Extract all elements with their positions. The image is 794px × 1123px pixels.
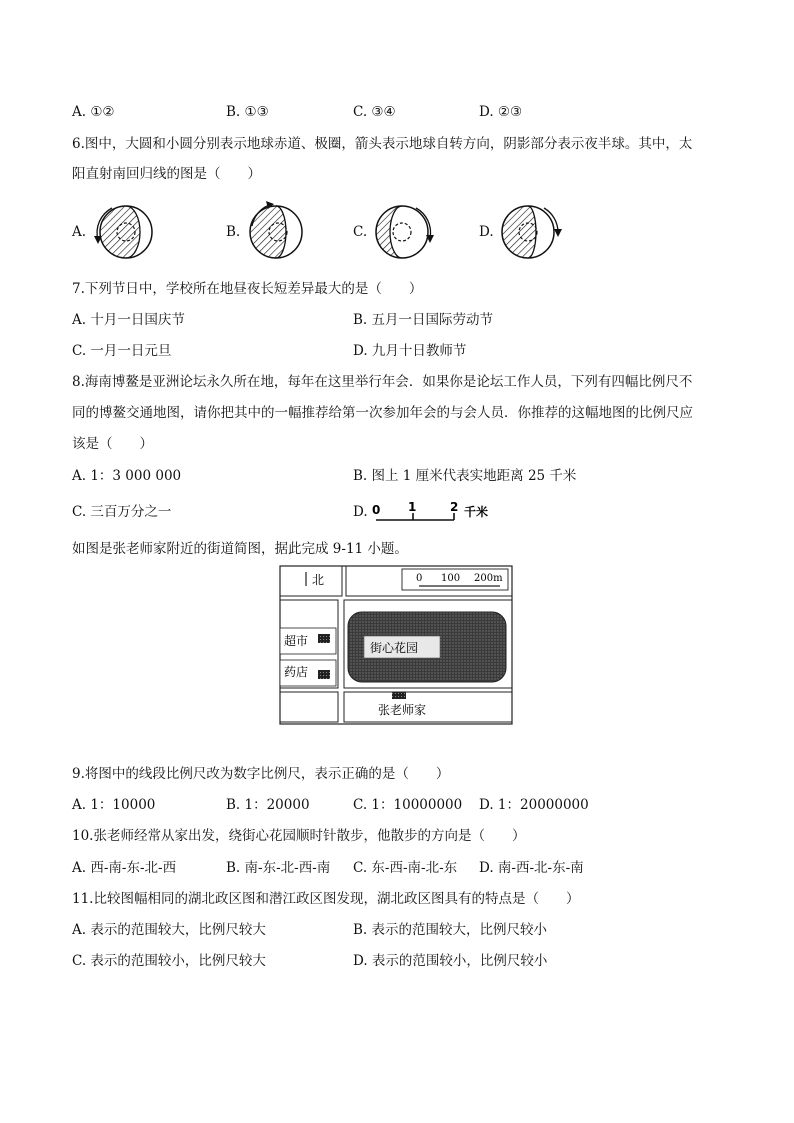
map-scale-100: 100 <box>441 573 461 584</box>
q8-stem-line1: 8.海南博鳌是亚洲论坛永久所在地，每年在这里举行年会．如果你是论坛工作人员，下列有四幅比例尺不 <box>72 374 693 390</box>
q8-scale-two: 2 <box>450 500 459 514</box>
q9-stem: 9.将图中的线段比例尺改为数字比例尺，表示正确的是（ ） <box>72 766 450 782</box>
q6-label-b[interactable]: B. <box>226 224 241 240</box>
q6-globe-a <box>88 200 160 264</box>
q9-option-b[interactable]: B. 1：20000 <box>226 797 310 813</box>
q7-option-a[interactable]: A. 十月一日国庆节 <box>72 312 185 328</box>
q6-stem-line2: 阳直射南回归线的图是（ ） <box>72 166 261 182</box>
home-marker <box>392 692 406 699</box>
q9-option-c[interactable]: C. 1：10000000 <box>353 797 463 813</box>
supermarket-marker <box>318 634 330 643</box>
q5-option-a[interactable]: A. ①② <box>72 104 115 120</box>
q7-option-d[interactable]: D. 九月十日教师节 <box>353 343 467 359</box>
q8-stem-line2: 同的博鳌交通地图，请你把其中的一幅推荐给第一次参加年会的与会人员．你推荐的这幅地图的比例尺应 <box>72 405 693 421</box>
q5-option-c[interactable]: C. ③④ <box>353 104 396 120</box>
map-intro: 如图是张老师家附近的街道简图，据此完成 9-11 小题。 <box>72 541 408 557</box>
street-map <box>278 564 514 726</box>
q9-option-d[interactable]: D. 1：20000000 <box>479 797 589 813</box>
map-north-label: 北 <box>312 573 325 587</box>
q7-stem: 7.下列节日中，学校所在地昼夜长短差异最大的是（ ） <box>72 281 423 297</box>
pharmacy-label: 药店 <box>284 665 309 679</box>
park-label: 街心花园 <box>370 641 419 655</box>
q9-option-a[interactable]: A. 1：10000 <box>72 797 156 813</box>
q8-scale-unit: 千米 <box>464 505 489 519</box>
q8-option-a[interactable]: A. 1：3 000 000 <box>72 468 182 484</box>
map-scale-0: 0 <box>416 573 423 584</box>
q7-option-c[interactable]: C. 一月一日元旦 <box>72 343 172 359</box>
q8-scale-zero: 0 <box>372 503 381 517</box>
q11-option-b[interactable]: B. 表示的范围较大，比例尺较小 <box>353 922 548 938</box>
q6-label-a[interactable]: A. <box>72 224 87 240</box>
q6-globe-b <box>240 200 312 264</box>
q8-option-c[interactable]: C. 三百万分之一 <box>72 504 172 520</box>
q10-option-d[interactable]: D. 南-西-北-东-南 <box>479 860 584 876</box>
q11-option-c[interactable]: C. 表示的范围较小，比例尺较大 <box>72 953 266 969</box>
q6-globe-c <box>368 200 440 264</box>
q8-option-b[interactable]: B. 图上 1 厘米代表实地距离 25 千米 <box>353 468 577 484</box>
q8-scale-one: 1 <box>408 500 417 514</box>
q5-option-b[interactable]: B. ①③ <box>226 104 269 120</box>
home-label: 张老师家 <box>378 703 427 717</box>
supermarket-label: 超市 <box>284 634 309 648</box>
q5-option-d[interactable]: D. ②③ <box>479 104 523 120</box>
q11-option-a[interactable]: A. 表示的范围较大，比例尺较大 <box>72 922 266 938</box>
pharmacy-marker <box>318 670 330 679</box>
q7-option-b[interactable]: B. 五月一日国际劳动节 <box>353 312 494 328</box>
q10-option-b[interactable]: B. 南-东-北-西-南 <box>226 860 331 876</box>
q8-option-d[interactable]: D. <box>353 504 368 520</box>
q6-stem-line1: 6.图中，大圆和小圆分别表示地球赤道、极圈，箭头表示地球自转方向，阴影部分表示夜半球。其中，太 <box>72 136 693 152</box>
q10-stem: 10.张老师经常从家出发，绕街心花园顺时针散步，他散步的方向是（ ） <box>72 828 526 844</box>
q11-option-d[interactable]: D. 表示的范围较小，比例尺较小 <box>353 953 548 969</box>
q11-stem: 11.比较图幅相同的湖北政区图和潜江政区图发现，湖北政区图具有的特点是（ ） <box>72 891 580 907</box>
q8-line-scale <box>370 500 500 526</box>
q6-label-c[interactable]: C. <box>353 224 368 240</box>
map-scale-200m: 200m <box>474 573 503 584</box>
q10-option-a[interactable]: A. 西-南-东-北-西 <box>72 860 177 876</box>
q10-option-c[interactable]: C. 东-西-南-北-东 <box>353 860 458 876</box>
q6-globe-d <box>494 200 566 264</box>
q8-stem-line3: 该是（ ） <box>72 436 153 452</box>
q6-label-d[interactable]: D. <box>479 224 494 240</box>
